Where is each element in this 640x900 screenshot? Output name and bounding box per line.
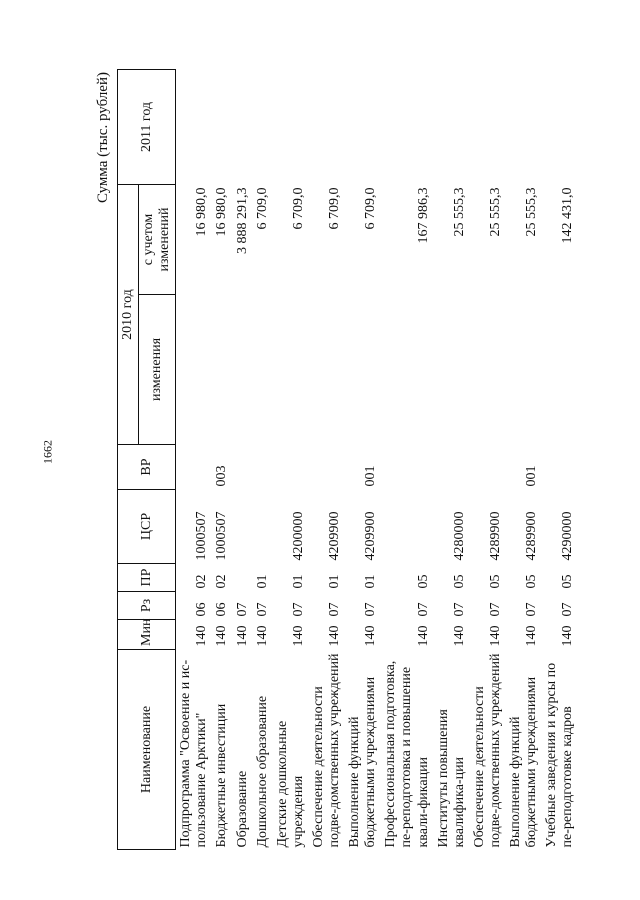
row-vr bbox=[434, 445, 470, 490]
row-with-changes: 6 709,0 bbox=[363, 187, 379, 230]
row-pr: 05 bbox=[524, 574, 540, 589]
row-min: 140 bbox=[363, 625, 379, 647]
row-rz: 07 bbox=[487, 602, 503, 617]
table-body bbox=[176, 70, 579, 850]
row-min: 140 bbox=[524, 625, 540, 647]
row-name: Институты повышения квалифика-ции bbox=[435, 709, 467, 848]
row-2011 bbox=[381, 70, 433, 185]
row-changes bbox=[212, 295, 232, 445]
header-csr: ЦСР bbox=[118, 490, 176, 564]
row-with-changes: 3 888 291,3 bbox=[234, 187, 250, 254]
row-name: Образование bbox=[234, 770, 250, 848]
table-row bbox=[253, 70, 273, 850]
row-csr: 1000507 bbox=[214, 511, 230, 561]
row-2011 bbox=[345, 70, 381, 185]
header-rz: Рз bbox=[118, 592, 176, 620]
row-pr: 01 bbox=[290, 574, 306, 589]
table-row bbox=[542, 70, 578, 850]
row-rz: 07 bbox=[290, 602, 306, 617]
row-min: 140 bbox=[194, 625, 210, 647]
row-2011 bbox=[253, 70, 273, 185]
budget-table bbox=[117, 69, 578, 850]
row-name: Выполнение функций бюджетными учреждениями bbox=[507, 676, 540, 848]
row-rz: 07 bbox=[234, 602, 250, 617]
row-min: 140 bbox=[451, 625, 467, 647]
row-rz: 07 bbox=[327, 602, 343, 617]
rotated-page-content bbox=[95, 70, 580, 850]
row-vr bbox=[309, 445, 345, 490]
row-changes bbox=[381, 295, 433, 445]
row-name: Детские дошкольные учреждения bbox=[274, 720, 306, 848]
header-year-2011: 2011 год bbox=[118, 70, 176, 185]
header-name: Наименование bbox=[118, 650, 176, 850]
row-csr bbox=[381, 490, 433, 564]
row-pr bbox=[233, 564, 253, 592]
row-rz: 07 bbox=[363, 602, 379, 617]
header-min: Мин bbox=[118, 620, 176, 650]
header-vr: ВР bbox=[118, 445, 176, 490]
row-name: Дошкольное образование bbox=[254, 695, 270, 848]
row-pr: 05 bbox=[451, 574, 467, 589]
row-with-changes: 142 431,0 bbox=[560, 187, 576, 244]
row-csr: 4209900 bbox=[327, 511, 343, 561]
row-csr bbox=[253, 490, 273, 564]
row-pr: 01 bbox=[327, 574, 343, 589]
row-with-changes: 167 986,3 bbox=[415, 187, 431, 244]
row-with-changes: 25 555,3 bbox=[451, 187, 467, 237]
row-csr: 4290000 bbox=[560, 511, 576, 561]
row-rz: 07 bbox=[524, 602, 540, 617]
header-changes: изменения bbox=[139, 295, 176, 445]
row-rz: 07 bbox=[560, 602, 576, 617]
row-vr: 001 bbox=[363, 465, 379, 487]
row-name: Учебные заведения и курсы по пе-реподготовке кадров bbox=[544, 662, 576, 848]
row-vr: 001 bbox=[524, 465, 540, 487]
row-changes bbox=[273, 295, 309, 445]
table-row bbox=[176, 70, 213, 850]
table-row bbox=[345, 70, 381, 850]
row-min: 140 bbox=[327, 625, 343, 647]
row-name: Выполнение функций бюджетными учреждениями bbox=[347, 676, 379, 848]
row-csr: 4280000 bbox=[451, 511, 467, 561]
row-min: 140 bbox=[214, 625, 230, 647]
row-name: Профессиональная подготовка, пе-реподготовка и повышение квали-фикации bbox=[383, 660, 431, 848]
row-2011 bbox=[309, 70, 345, 185]
row-2011 bbox=[506, 70, 542, 185]
row-min: 140 bbox=[234, 625, 250, 647]
row-rz: 06 bbox=[214, 602, 230, 617]
row-with-changes: 6 709,0 bbox=[327, 187, 343, 230]
table-row bbox=[434, 70, 470, 850]
row-2011 bbox=[470, 70, 506, 185]
row-rz: 06 bbox=[194, 602, 210, 617]
row-min: 140 bbox=[487, 625, 503, 647]
table-row bbox=[470, 70, 506, 850]
row-min: 140 bbox=[560, 625, 576, 647]
row-name: Обеспечение деятельности подве-домственных учреждений bbox=[310, 653, 343, 848]
row-name: Обеспечение деятельности подве-домственных учреждений bbox=[471, 653, 503, 848]
row-min: 140 bbox=[254, 625, 270, 647]
row-with-changes: 25 555,3 bbox=[487, 187, 503, 237]
row-rz: 07 bbox=[254, 602, 270, 617]
row-csr: 4209900 bbox=[363, 511, 379, 561]
row-2011 bbox=[542, 70, 578, 185]
row-csr: 1000507 bbox=[194, 511, 210, 561]
row-vr bbox=[176, 445, 213, 490]
row-with-changes: 16 980,0 bbox=[194, 187, 210, 237]
row-with-changes: 6 709,0 bbox=[254, 187, 270, 230]
row-with-changes: 16 980,0 bbox=[214, 187, 230, 237]
row-name: Бюджетные инвестиции bbox=[214, 703, 230, 848]
row-csr bbox=[233, 490, 253, 564]
row-vr: 003 bbox=[214, 465, 230, 487]
header-pr: ПР bbox=[118, 564, 176, 592]
row-changes bbox=[233, 295, 253, 445]
row-csr: 4200000 bbox=[290, 511, 306, 561]
row-pr: 01 bbox=[254, 574, 270, 589]
row-csr: 4289900 bbox=[487, 511, 503, 561]
row-2011 bbox=[212, 70, 232, 185]
row-rz: 07 bbox=[451, 602, 467, 617]
row-2011 bbox=[434, 70, 470, 185]
row-with-changes: 25 555,3 bbox=[524, 187, 540, 237]
row-vr bbox=[470, 445, 506, 490]
header-year-2010: 2010 год bbox=[118, 185, 139, 445]
row-2011 bbox=[176, 70, 213, 185]
row-csr: 4289900 bbox=[524, 511, 540, 561]
unit-caption: Сумма (тыс. рублей) bbox=[95, 72, 111, 204]
row-changes bbox=[434, 295, 470, 445]
row-changes bbox=[345, 295, 381, 445]
header-with-changes: с учетом изменений bbox=[139, 185, 176, 295]
row-with-changes: 6 709,0 bbox=[290, 187, 306, 230]
row-2011 bbox=[273, 70, 309, 185]
page-number: 1662 bbox=[40, 440, 55, 464]
row-vr bbox=[233, 445, 253, 490]
row-vr bbox=[273, 445, 309, 490]
row-changes bbox=[542, 295, 578, 445]
row-vr bbox=[542, 445, 578, 490]
table-row bbox=[273, 70, 309, 850]
row-pr: 02 bbox=[194, 574, 210, 589]
table-row bbox=[233, 70, 253, 850]
row-name: Подпрограмма "Освоение и ис-пользование Арктики" bbox=[178, 659, 210, 848]
row-min: 140 bbox=[290, 625, 306, 647]
row-rz: 07 bbox=[415, 602, 431, 617]
table-row bbox=[506, 70, 542, 850]
row-changes bbox=[309, 295, 345, 445]
row-pr: 05 bbox=[560, 574, 576, 589]
row-pr: 05 bbox=[415, 574, 431, 589]
row-changes bbox=[506, 295, 542, 445]
row-pr: 05 bbox=[487, 574, 503, 589]
table-header bbox=[118, 70, 176, 850]
row-changes bbox=[176, 295, 213, 445]
row-2011 bbox=[233, 70, 253, 185]
row-changes bbox=[253, 295, 273, 445]
row-vr bbox=[253, 445, 273, 490]
table-row bbox=[309, 70, 345, 850]
row-pr: 02 bbox=[214, 574, 230, 589]
row-vr bbox=[381, 445, 433, 490]
row-changes bbox=[470, 295, 506, 445]
table-row bbox=[381, 70, 433, 850]
row-min: 140 bbox=[415, 625, 431, 647]
table-row bbox=[212, 70, 232, 850]
row-pr: 01 bbox=[363, 574, 379, 589]
